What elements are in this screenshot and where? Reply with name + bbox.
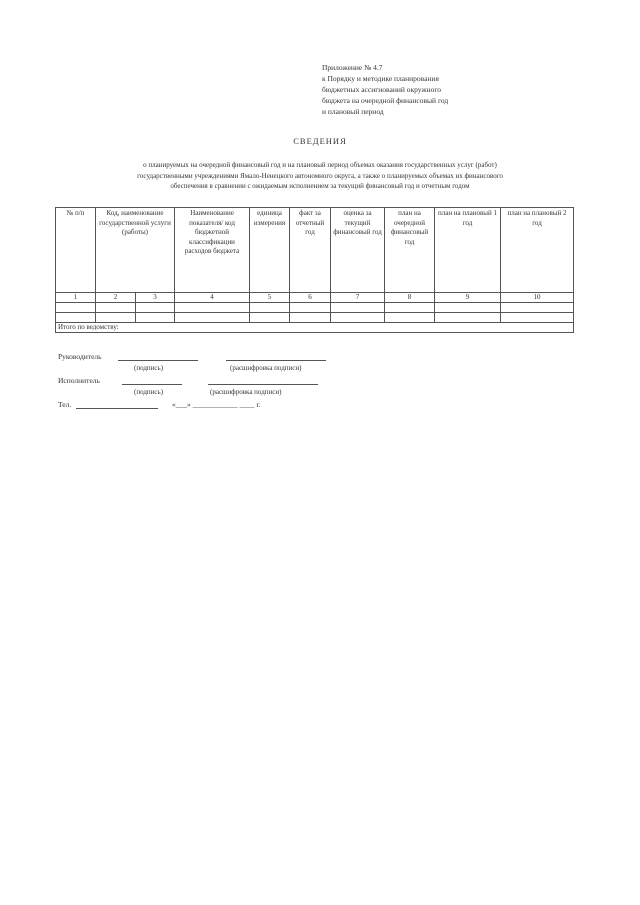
table-cell[interactable] (385, 303, 435, 313)
header-cell: Код, наименование государственной услуги (работы) (96, 208, 175, 293)
table-cell[interactable] (56, 303, 96, 313)
column-number: 4 (175, 293, 250, 303)
column-number: 2 (96, 293, 136, 303)
appendix-line: к Порядку и методике планирования (322, 74, 439, 83)
column-number: 7 (331, 293, 385, 303)
table-cell[interactable] (435, 313, 501, 323)
table-cell[interactable] (96, 313, 136, 323)
column-number: 1 (56, 293, 96, 303)
header-row (56, 208, 574, 293)
header-cell: № п/п (56, 208, 96, 293)
appendix-line: бюджетных ассигнований окружного (322, 85, 442, 94)
report-table (55, 207, 574, 333)
executor-signature-field[interactable] (122, 384, 182, 385)
table-cell[interactable] (435, 303, 501, 313)
header-cell: план на очередной финансовый год (385, 208, 435, 293)
appendix-line: бюджета на очередной финансовый год (322, 96, 449, 105)
table-cell[interactable] (175, 313, 250, 323)
head-signature-field[interactable] (118, 360, 198, 361)
document-title: СВЕДЕНИЯ (293, 136, 347, 146)
header-cell: факт за отчетный год (290, 208, 331, 293)
signature-caption: (подпись) (134, 364, 164, 372)
table-cell[interactable] (136, 313, 175, 323)
table-row (56, 313, 574, 323)
table-cell[interactable] (501, 303, 574, 313)
table-row (56, 303, 574, 313)
description-line: государственными учреждениями Ямало-Ненецкого автономного округа, а также о планируемых объемах их финансового (137, 171, 503, 180)
table-cell[interactable] (290, 303, 331, 313)
header-cell: единица измерения (250, 208, 290, 293)
column-number: 8 (385, 293, 435, 303)
column-number-row (56, 293, 574, 303)
column-number: 5 (250, 293, 290, 303)
column-number: 6 (290, 293, 331, 303)
column-number: 3 (136, 293, 175, 303)
appendix-block (322, 62, 572, 117)
column-number: 10 (501, 293, 574, 303)
table-cell[interactable] (136, 303, 175, 313)
header-cell: план на плановый 1 год (435, 208, 501, 293)
table-cell[interactable] (250, 313, 290, 323)
appendix-line: Приложение № 4.7 (322, 63, 383, 72)
decoding-caption: (расшифровка подписи) (230, 364, 302, 372)
head-decoding-field[interactable] (226, 360, 326, 361)
date-field[interactable]: «___» ____________ ____ г. (172, 400, 261, 409)
phone-label: Тел. (58, 400, 72, 409)
table-cell[interactable] (96, 303, 136, 313)
table-cell[interactable] (56, 313, 96, 323)
head-label: Руководитель (58, 352, 102, 361)
header-cell: оценка за текущий финансовый год (331, 208, 385, 293)
column-number: 9 (435, 293, 501, 303)
header-cell: план на плановый 2 год (501, 208, 574, 293)
table-cell[interactable] (250, 303, 290, 313)
table-cell[interactable] (331, 313, 385, 323)
phone-field[interactable] (76, 408, 158, 409)
table-cell[interactable] (501, 313, 574, 323)
decoding-caption: (расшифровка подписи) (210, 388, 282, 396)
table-cell[interactable] (385, 313, 435, 323)
executor-decoding-field[interactable] (208, 384, 318, 385)
table-cell[interactable] (290, 313, 331, 323)
document-description (60, 160, 580, 192)
description-line: о планируемых на очередной финансовый год и на плановый период объемах оказания государственных услуг (работ) (143, 161, 497, 169)
appendix-line: и плановый период (322, 107, 384, 116)
table-cell[interactable] (175, 303, 250, 313)
executor-label: Исполнитель (58, 376, 100, 385)
header-cell: Наименование показателя/ код бюджетной классификации расходов бюджета (175, 208, 250, 293)
total-row (56, 323, 574, 333)
total-label: Итого по ведомству: (56, 323, 574, 333)
signature-caption: (подпись) (134, 388, 164, 396)
description-line: обеспечения в сравнении с ожидаемым исполнением за текущий финансовый год и отчетным годом (170, 182, 470, 190)
table-cell[interactable] (331, 303, 385, 313)
